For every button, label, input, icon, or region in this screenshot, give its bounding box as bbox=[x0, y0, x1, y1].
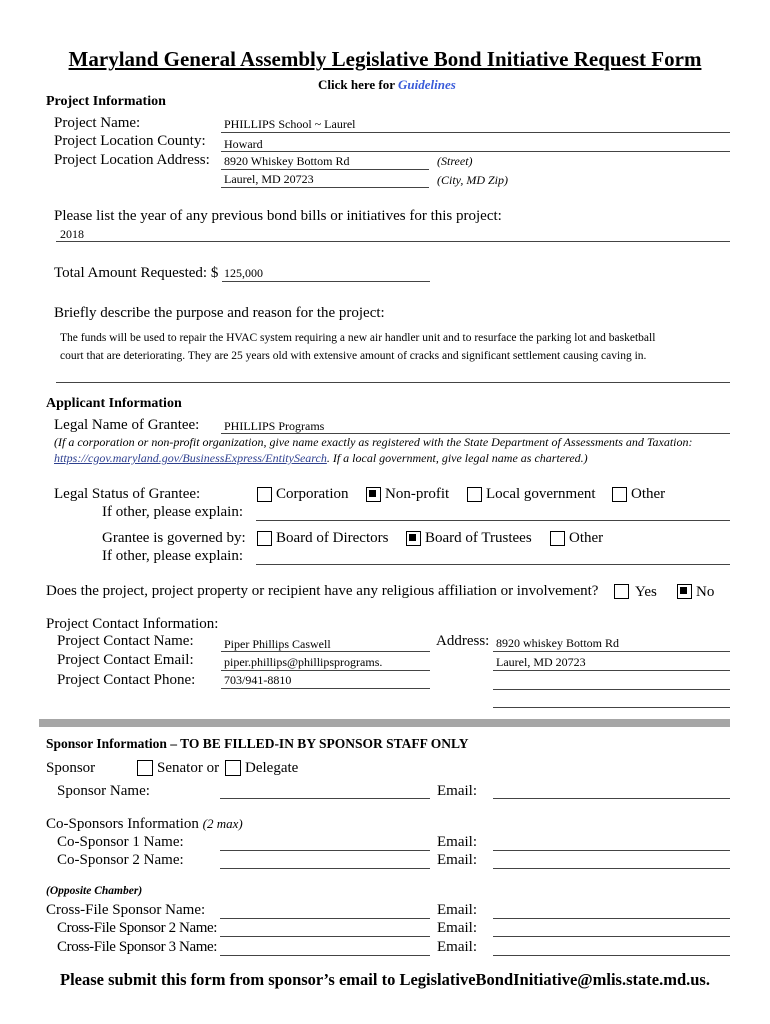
contact-phone-field[interactable]: 703/941-8810 bbox=[224, 673, 292, 687]
submit-instructions: Please submit this form from sponsor’s email to LegislativeBondInitiative@mlis.state.md.us. bbox=[60, 970, 710, 989]
legal-status-checkbox-2[interactable] bbox=[467, 487, 482, 502]
city-hint: (City, MD Zip) bbox=[437, 173, 508, 187]
purpose-text-line-1[interactable]: The funds will be used to repair the HVAC system requiring a new air handler unit and to resurface the parking lot and basketball bbox=[60, 332, 656, 344]
governed-by-checkbox-0[interactable] bbox=[257, 531, 272, 546]
legal-status-option-label-1: Non-profit bbox=[385, 486, 450, 502]
cosponsor1-email-line[interactable] bbox=[493, 850, 730, 851]
legal-status-label: Legal Status of Grantee: bbox=[54, 486, 201, 502]
guidelines-row bbox=[318, 77, 456, 93]
crossfile3-label: Cross-File Sponsor 3 Name: bbox=[57, 939, 218, 955]
governed-by-checkbox-1[interactable] bbox=[406, 531, 421, 546]
amount-label: Total Amount Requested: $ bbox=[54, 265, 219, 281]
project-county-label: Project Location County: bbox=[54, 133, 206, 149]
crossfile2-email-label: Email: bbox=[437, 920, 477, 936]
legal-status-checkbox-0[interactable] bbox=[257, 487, 272, 502]
purpose-label: Briefly describe the purpose and reason for the project: bbox=[54, 305, 385, 321]
legal-name-note-2 bbox=[54, 451, 588, 466]
project-name-field[interactable]: PHILLIPS School ~ Laurel bbox=[224, 117, 356, 131]
legal-name-note-rest: . If a local government, give legal name as chartered.) bbox=[326, 451, 588, 465]
contact-name-label: Project Contact Name: bbox=[57, 633, 194, 649]
previous-bills-field[interactable]: 2018 bbox=[60, 227, 84, 241]
legal-status-checkbox-1[interactable] bbox=[366, 487, 381, 502]
project-county-line bbox=[221, 151, 730, 152]
governed-by-option-label-0: Board of Directors bbox=[276, 530, 389, 546]
contact-email-label: Project Contact Email: bbox=[57, 652, 194, 668]
sponsor-name-label: Sponsor Name: bbox=[57, 783, 150, 799]
crossfile2-label: Cross-File Sponsor 2 Name: bbox=[57, 920, 218, 936]
sponsor-email-label: Email: bbox=[437, 783, 477, 799]
cosponsor1-label: Co-Sponsor 1 Name: bbox=[57, 834, 184, 850]
applicant-heading: Applicant Information bbox=[46, 396, 182, 411]
contact-email-field[interactable]: piper.phillips@phillipsprograms. bbox=[224, 655, 383, 669]
sponsor-name-line[interactable] bbox=[220, 798, 430, 799]
status-other-line[interactable] bbox=[256, 520, 730, 521]
section-divider bbox=[39, 719, 730, 727]
legal-name-label: Legal Name of Grantee: bbox=[54, 417, 200, 433]
project-city-field[interactable]: Laurel, MD 20723 bbox=[224, 172, 314, 186]
governed-other-line[interactable] bbox=[256, 564, 730, 565]
cosponsor2-label: Co-Sponsor 2 Name: bbox=[57, 852, 184, 868]
legal-status-checkbox-3[interactable] bbox=[612, 487, 627, 502]
project-name-line bbox=[221, 132, 730, 133]
governed-label: Grantee is governed by: bbox=[102, 530, 246, 546]
governed-other-label: If other, please explain: bbox=[102, 548, 244, 564]
governed-by-checkbox-2[interactable] bbox=[550, 531, 565, 546]
opposite-chamber-label: (Opposite Chamber) bbox=[46, 885, 143, 897]
purpose-text-line-2[interactable]: court that are deteriorating. They are 25 years old with extensive amount of cracks and significant settlement causing caving in. bbox=[60, 350, 647, 362]
cosponsor1-email-label: Email: bbox=[437, 834, 477, 850]
previous-bills-label: Please list the year of any previous bond bills or initiatives for this project: bbox=[54, 208, 502, 224]
contact-address-rule-3[interactable] bbox=[493, 689, 730, 690]
cosponsor1-name-line[interactable] bbox=[220, 850, 430, 851]
cosponsors-label: Co-Sponsors Information bbox=[46, 816, 199, 832]
contact-phone-label: Project Contact Phone: bbox=[57, 672, 196, 688]
sponsor-email-line[interactable] bbox=[493, 798, 730, 799]
project-address-label: Project Location Address: bbox=[54, 152, 210, 168]
street-hint: (Street) bbox=[437, 154, 473, 168]
status-other-label: If other, please explain: bbox=[102, 504, 244, 520]
contact-address-line-1[interactable]: 8920 whiskey Bottom Rd bbox=[496, 636, 620, 650]
project-county-field[interactable]: Howard bbox=[224, 137, 263, 151]
crossfile2-email-line[interactable] bbox=[493, 936, 730, 937]
contact-heading: Project Contact Information: bbox=[46, 616, 219, 632]
religious-yes-checkbox[interactable] bbox=[614, 584, 629, 599]
legal-status-option-label-3: Other bbox=[631, 486, 666, 502]
contact-address-rule-2 bbox=[493, 670, 730, 671]
crossfile3-email-line[interactable] bbox=[493, 955, 730, 956]
contact-address-label: Address: bbox=[436, 633, 490, 649]
legal-name-line bbox=[221, 433, 730, 434]
cosponsor2-email-label: Email: bbox=[437, 852, 477, 868]
contact-address-line-2[interactable]: Laurel, MD 20723 bbox=[496, 655, 586, 669]
amount-line bbox=[222, 281, 430, 282]
governed-by-option-label-1: Board of Trustees bbox=[425, 530, 532, 546]
religious-yes-label: Yes bbox=[635, 584, 657, 600]
legal-name-note: (If a corporation or non-profit organization, give name exactly as registered with the State Department of Assessments and Taxation: bbox=[54, 435, 693, 449]
contact-name-line bbox=[221, 651, 430, 652]
crossfile1-label: Cross-File Sponsor Name: bbox=[46, 902, 206, 918]
sdat-link[interactable]: https://cgov.maryland.gov/BusinessExpress/EntitySearch bbox=[54, 451, 327, 465]
project-city-line bbox=[221, 187, 429, 188]
delegate-label: Delegate bbox=[245, 760, 299, 776]
crossfile1-name-line[interactable] bbox=[220, 918, 430, 919]
crossfile3-name-line[interactable] bbox=[220, 955, 430, 956]
page-title: Maryland General Assembly Legislative Bond Initiative Request Form bbox=[68, 47, 702, 71]
delegate-checkbox[interactable] bbox=[225, 760, 241, 776]
guidelines-prefix: Click here for bbox=[318, 77, 395, 92]
cosponsor2-name-line[interactable] bbox=[220, 868, 430, 869]
contact-address-rule-4[interactable] bbox=[493, 707, 730, 708]
cosponsor2-email-line[interactable] bbox=[493, 868, 730, 869]
project-name-label: Project Name: bbox=[54, 115, 141, 131]
sponsor-label: Sponsor bbox=[46, 760, 96, 776]
guidelines-link[interactable]: Guidelines bbox=[398, 77, 456, 92]
amount-field[interactable]: 125,000 bbox=[224, 266, 263, 280]
legal-status-option-label-0: Corporation bbox=[276, 486, 349, 502]
religious-no-label: No bbox=[696, 584, 715, 600]
legal-name-field[interactable]: PHILLIPS Programs bbox=[224, 419, 325, 433]
contact-address-rule-1 bbox=[493, 651, 730, 652]
religious-no-checkbox[interactable] bbox=[677, 584, 692, 599]
contact-phone-line bbox=[221, 688, 430, 689]
senator-checkbox[interactable] bbox=[137, 760, 153, 776]
project-street-line bbox=[221, 169, 429, 170]
crossfile1-email-label: Email: bbox=[437, 902, 477, 918]
sponsor-heading: Sponsor Information – TO BE FILLED-IN BY SPONSOR STAFF ONLY bbox=[46, 736, 469, 751]
contact-email-line bbox=[221, 670, 430, 671]
governed-by-option-label-2: Other bbox=[569, 530, 604, 546]
religious-question: Does the project, project property or recipient have any religious affiliation or involvement? bbox=[46, 583, 599, 599]
crossfile1-email-line[interactable] bbox=[493, 918, 730, 919]
cosponsors-heading bbox=[46, 816, 243, 833]
cosponsors-hint: (2 max) bbox=[202, 816, 243, 831]
crossfile2-name-line[interactable] bbox=[220, 936, 430, 937]
legal-status-option-label-2: Local government bbox=[486, 486, 596, 502]
senator-label: Senator or bbox=[157, 760, 220, 776]
purpose-line bbox=[56, 382, 730, 383]
contact-name-field[interactable]: Piper Phillips Caswell bbox=[224, 637, 331, 651]
project-heading: Project Information bbox=[46, 94, 166, 109]
project-street-field[interactable]: 8920 Whiskey Bottom Rd bbox=[224, 154, 350, 168]
crossfile3-email-label: Email: bbox=[437, 939, 477, 955]
previous-bills-line bbox=[56, 241, 730, 242]
